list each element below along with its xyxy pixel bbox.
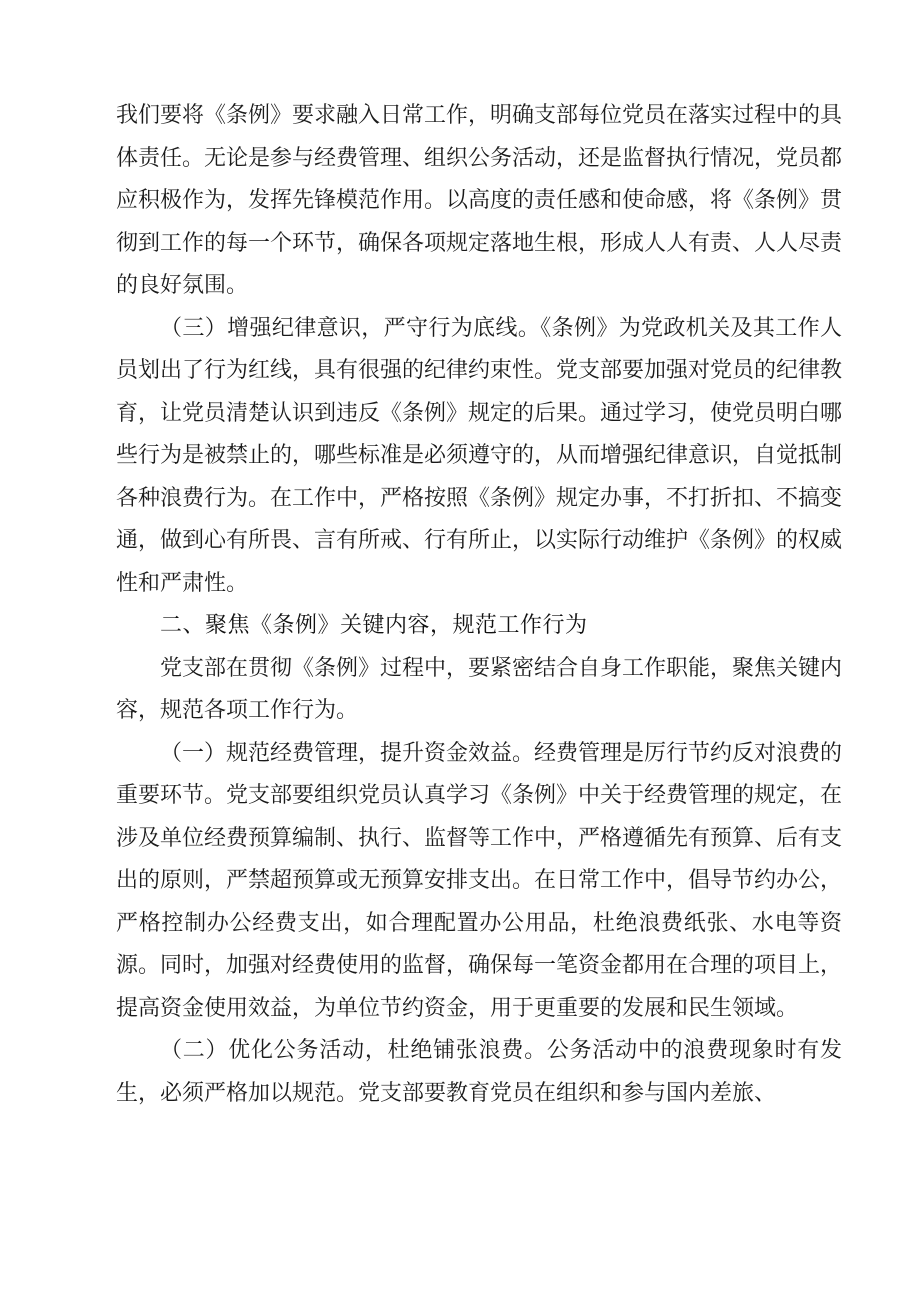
paragraph-official-activities: （二）优化公务活动，杜绝铺张浪费。公务活动中的浪费现象时有发生，必须严格加以规范。党支部要教育党员在组织和参与国内差旅、 [116, 1038, 842, 1106]
paragraph-section-intro: 党支部在贯彻《条例》过程中，要紧密结合自身工作职能，聚焦关键内容，规范各项工作行为。 [116, 655, 843, 723]
document-body [116, 95, 842, 1115]
paragraph-discipline: （三）增强纪律意识，严守行为底线。《条例》为党政机关及其工作人员划出了行为红线，具有很强的纪律约束性。党支部要加强对党员的纪律教育，让党员清楚认识到违反《条例》规定的后果。通过学习，使党员明白哪些行为是被禁止的，哪些标准是必须遵守的，从而增强纪律意识，自觉抵制各种浪费行为。在工作中，严格按照《条例》规定办事，不打折扣、不搞变通，做到心有所畏、言有所戒、行有所止，以实际行动维护《条例》的权威性和严肃性。 [116, 315, 843, 596]
paragraph-responsibility: 我们要将《条例》要求融入日常工作，明确支部每位党员在落实过程中的具体责任。无论是参与经费管理、组织公务活动，还是监督执行情况，党员都应积极作为，发挥先锋模范作用。以高度的责任感和使命感，将《条例》贯彻到工作的每一个环节，确保各项规定落地生根，形成人人有责、人人尽责的良好氛围。 [116, 103, 843, 298]
paragraph-funding-management: （一）规范经费管理，提升资金效益。经费管理是厉行节约反对浪费的重要环节。党支部要组织党员认真学习《条例》中关于经费管理的规定，在涉及单位经费预算编制、执行、监督等工作中，严格遵循先有预算、后有支出的原则，严禁超预算或无预算安排支出。在日常工作中，倡导节约办公，严格控制办公经费支出，如合理配置办公用品，杜绝浪费纸张、水电等资源。同时，加强对经费使用的监督，确保每一笔资金都用在合理的项目上，提高资金使用效益，为单位节约资金，用于更重要的发展和民生领域。 [116, 740, 843, 1021]
section-heading-two: 二、聚焦《条例》关键内容，规范工作行为 [160, 613, 588, 638]
